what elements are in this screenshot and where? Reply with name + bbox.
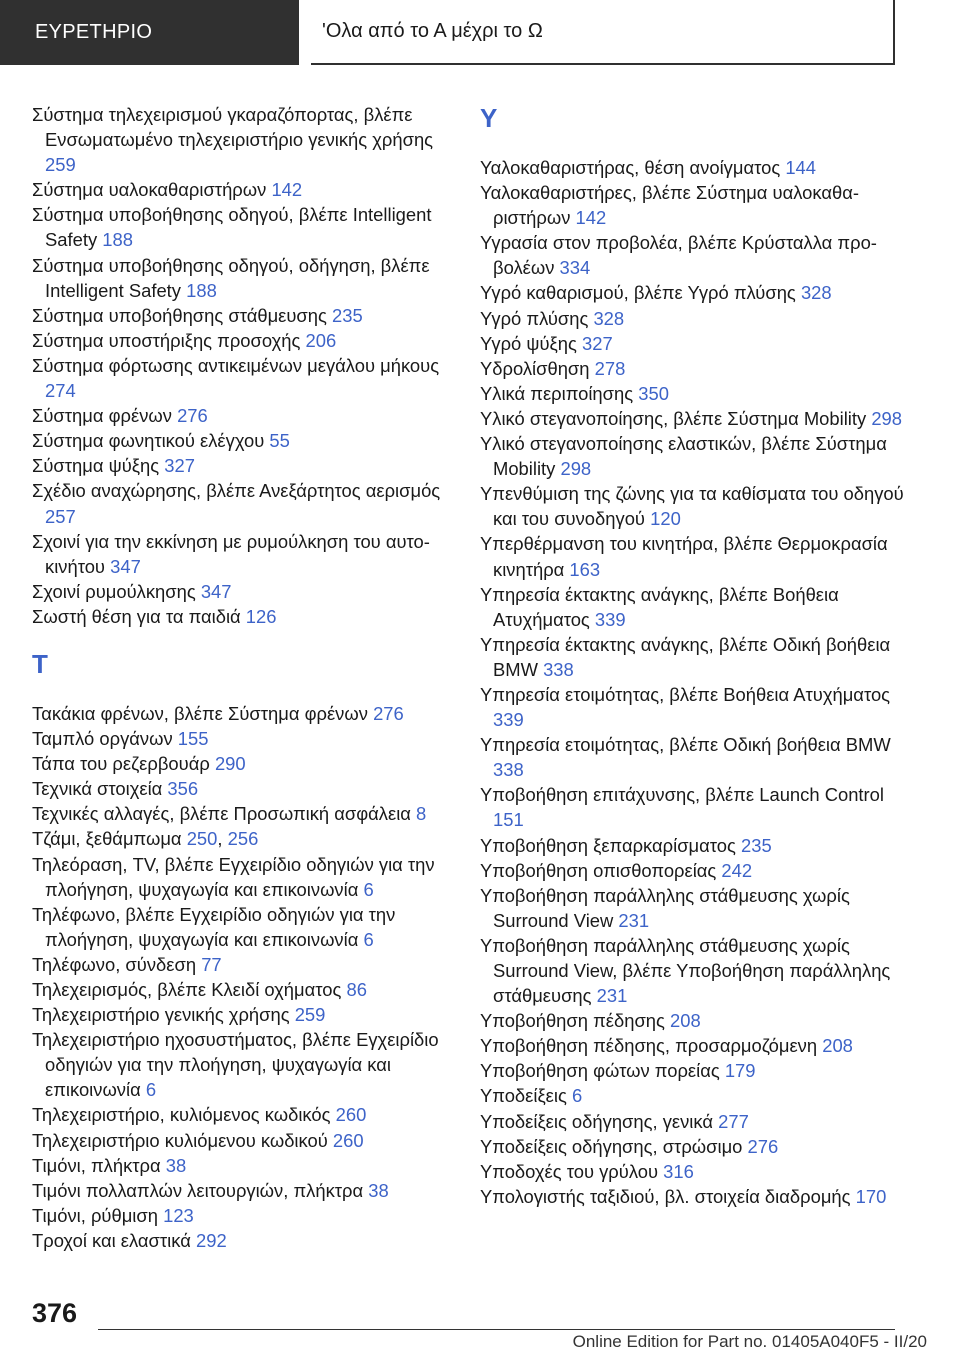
- index-entry-text: Υγρό καθαρισμού, βλέπε Υγρό πλύσης: [480, 282, 796, 304]
- page-reference-link[interactable]: 257: [45, 505, 76, 527]
- index-letter-heading: Τ: [32, 648, 48, 679]
- index-entry: [480, 280, 910, 305]
- index-entry: [32, 701, 462, 726]
- index-entry-text: Τηλεχειριστήριο ηχοσυστήματος, βλέπε Εγχειρίδιο οδηγιών για την πλοήγηση, ψυχαγωγία και επικοινωνία: [32, 1029, 439, 1101]
- index-entry: [32, 1027, 462, 1102]
- index-entry-text: Τηλεχειριστήριο, κυλιόμενος κωδικός: [32, 1104, 331, 1126]
- index-entry-text: Τηλέφωνο, βλέπε Εγχειρίδιο οδηγιών για την πλοήγηση, ψυχαγωγία και επικοινωνία: [32, 903, 396, 950]
- index-entry: [480, 381, 910, 406]
- index-entry: [480, 180, 910, 230]
- index-entry: [32, 102, 462, 177]
- index-entry-text: Τζάμι, ξεθάμπωμα: [32, 828, 182, 850]
- page-reference-link[interactable]: 328: [593, 307, 625, 329]
- index-entry: [32, 1153, 462, 1178]
- page-number: 376: [32, 1298, 78, 1328]
- index-entry-text: Υδρολίσθηση: [480, 357, 590, 379]
- page-reference-link[interactable]: 163: [569, 558, 601, 580]
- index-entry-text: Τιμόνι, ρύθμιση: [32, 1204, 158, 1226]
- page-reference-link[interactable]: 276: [177, 405, 208, 427]
- index-entry: [480, 230, 910, 280]
- letter-spacer: [32, 680, 462, 701]
- page-reference-link[interactable]: 188: [102, 229, 133, 251]
- index-entry-text: Υποβοήθηση πέδησης: [480, 1010, 665, 1032]
- page-reference-link[interactable]: 292: [196, 1229, 227, 1251]
- page-reference-link[interactable]: 290: [214, 753, 246, 775]
- letter-spacer: [480, 134, 910, 155]
- index-entry-text: Υλικό στεγανοποίησης, βλέπε Σύστημα Mobility: [480, 407, 867, 429]
- index-entry: [32, 952, 462, 977]
- page-reference-link[interactable]: 55: [269, 430, 290, 452]
- index-entry: [480, 782, 910, 832]
- page-reference-link[interactable]: 235: [332, 304, 363, 326]
- page-reference-link[interactable]: 242: [721, 859, 753, 881]
- page-reference-link[interactable]: 327: [164, 455, 195, 477]
- index-entry: [480, 682, 910, 732]
- page-reference-link[interactable]: 338: [493, 759, 524, 781]
- page-reference-link[interactable]: 260: [332, 1129, 364, 1151]
- page-reference-link[interactable]: 338: [543, 658, 574, 680]
- index-entry-text: Υγρό ψύξης: [480, 332, 577, 354]
- index-entry-text: Υπηρεσία έκτακτης ανάγκης, βλέπε Οδική βοήθεια BMW: [480, 633, 891, 680]
- index-entry: [32, 529, 462, 579]
- index-entry-text: Σύστημα υποστήριξης προσοχής: [32, 329, 301, 351]
- page-reference-link[interactable]: 278: [594, 357, 626, 379]
- page-reference-link[interactable]: 208: [670, 1010, 701, 1032]
- page-reference-link[interactable]: 235: [741, 834, 772, 856]
- page-reference-link[interactable]: 188: [186, 279, 217, 301]
- page-reference-link[interactable]: 142: [271, 179, 303, 201]
- index-entry: [32, 478, 462, 528]
- page-reference-link[interactable]: 206: [305, 329, 337, 351]
- page-reference-link[interactable]: 155: [177, 728, 209, 750]
- page-reference-link[interactable]: 231: [618, 909, 650, 931]
- index-entry-text: Υγρασία στον προβολέα, βλέπε Κρύσταλλα προβολέων: [480, 232, 877, 279]
- index-entry: [480, 933, 910, 1008]
- index-entry: [480, 1184, 910, 1209]
- index-entry: [32, 428, 462, 453]
- index-entry: [32, 1203, 462, 1228]
- page-reference-link[interactable]: 77: [201, 953, 222, 975]
- page-reference-link[interactable]: 339: [493, 709, 524, 731]
- page-reference-link[interactable]: 208: [822, 1035, 853, 1057]
- index-entry: [480, 306, 910, 331]
- page-reference-link[interactable]: 6: [363, 878, 374, 900]
- index-entry-text: Υαλοκαθαριστήρες, βλέπε Σύστημα υαλοκαθαριστήρων: [480, 182, 859, 229]
- page-reference-link[interactable]: 38: [165, 1154, 187, 1176]
- index-entry: [32, 1128, 462, 1153]
- index-entry: [480, 1109, 910, 1134]
- page-reference-link[interactable]: 38: [368, 1179, 389, 1201]
- index-entry: [32, 1228, 462, 1253]
- index-entry-text: Τηλέφωνο, σύνδεση: [32, 953, 197, 975]
- index-entry-text: Υπολογιστής ταξιδιού, βλ. στοιχεία διαδρομής: [480, 1185, 851, 1207]
- index-entry: [480, 331, 910, 356]
- index-entry-text: Τάπα του ρεζερβουάρ: [32, 753, 210, 775]
- page-reference-link[interactable]: 142: [575, 207, 607, 229]
- index-entry-text: Υπηρεσία έκτακτης ανάγκης, βλέπε Βοήθεια Ατυχήματος: [480, 583, 839, 630]
- page-reference-link[interactable]: 334: [559, 257, 591, 279]
- index-entry-text: Τεχνικά στοιχεία: [32, 778, 163, 800]
- page-reference-link[interactable]: 144: [785, 157, 816, 178]
- index-entry-text: Υπενθύμιση της ζώνης για τα καθίσματα του οδηγού και του συνοδηγού: [480, 483, 904, 530]
- index-entry: [32, 902, 462, 952]
- index-letter-heading: Υ: [480, 103, 498, 133]
- page-reference-link[interactable]: 347: [110, 555, 141, 577]
- index-entry-text: Σύστημα υποβοήθησης στάθμευσης: [32, 304, 327, 326]
- index-entry: [32, 303, 462, 328]
- index-entry: [480, 582, 910, 632]
- index-entry-text: Υγρό πλύσης: [480, 307, 589, 329]
- index-entry: [480, 406, 910, 431]
- index-entry-text: Υποβοήθηση επιτάχυνσης, βλέπε Launch Control: [480, 784, 884, 806]
- page-reference-link[interactable]: 123: [163, 1204, 194, 1226]
- page-reference-link[interactable]: 250: [186, 828, 218, 850]
- index-entry: [32, 353, 462, 403]
- index-entry-text: Τηλεχειριστήριο γενικής χρήσης: [32, 1004, 290, 1026]
- index-entry: [32, 202, 462, 252]
- page-reference-link[interactable]: 6: [145, 1079, 157, 1101]
- index-entry-text: Σύστημα υποβοήθησης οδηγού, βλέπε Intelligent Safety: [32, 204, 432, 251]
- page-reference-link[interactable]: 256: [227, 828, 259, 850]
- index-entry: [480, 1083, 910, 1108]
- index-entry: [480, 481, 910, 531]
- page-reference-link[interactable]: 274: [45, 380, 76, 402]
- page-reference-link[interactable]: 356: [167, 778, 199, 800]
- index-entry-text: Τεχνικές αλλαγές, βλέπε Προσωπική ασφάλεια: [32, 803, 411, 825]
- index-entry: [480, 531, 910, 581]
- index-entry-text: Τροχοί και ελαστικά: [32, 1229, 191, 1251]
- page-reference-link[interactable]: 327: [582, 332, 613, 354]
- index-entry-text: Σχοινί ρυμούλκησης: [32, 580, 196, 602]
- index-entry-text: Υλικό στεγανοποίησης ελαστικών, βλέπε Σύστημα Mobility: [480, 433, 887, 480]
- index-entry: [32, 977, 462, 1002]
- index-entry-text: Τιμόνι πολλαπλών λειτουργιών, πλήκτρα: [32, 1179, 364, 1201]
- index-column-right: [480, 102, 910, 1209]
- section-tab: [0, 0, 299, 65]
- page-reference-link[interactable]: 328: [800, 282, 832, 304]
- page-reference-link[interactable]: 347: [200, 580, 232, 602]
- index-entry-text: Υποδοχές του γρύλου: [480, 1160, 659, 1182]
- index-entry: [480, 431, 910, 481]
- index-entry-text: Σύστημα ψύξης: [32, 455, 160, 477]
- page-reference-link[interactable]: 170: [855, 1185, 887, 1207]
- page-reference-link[interactable]: 151: [493, 809, 524, 831]
- index-entry-text: Υλικά περιποίησης: [480, 382, 634, 404]
- page-reference-link[interactable]: 6: [363, 928, 374, 950]
- section-title: ΕΥΡΕΤΗΡΙΟ: [35, 21, 153, 43]
- page-reference-link[interactable]: 276: [747, 1135, 779, 1157]
- page-reference-link[interactable]: 260: [335, 1104, 367, 1126]
- index-entry: [32, 177, 462, 202]
- index-entry-text: Υπηρεσία ετοιμότητας, βλέπε Οδική βοήθεια BMW: [480, 734, 891, 756]
- page-reference-link[interactable]: 86: [346, 979, 367, 1000]
- index-entry: [32, 403, 462, 428]
- index-entry-text: Τηλεχειρισμός, βλέπε Κλειδί οχήματος: [32, 979, 342, 1000]
- page-reference-link[interactable]: 277: [718, 1110, 749, 1132]
- footer-edition: Online Edition for Part no. 01405A040F5 - II/20: [572, 1332, 927, 1351]
- page-reference-link[interactable]: 120: [650, 508, 681, 530]
- index-entry: [480, 1134, 910, 1159]
- index-entry: [32, 1002, 462, 1027]
- header-subtitle-box: [311, 0, 895, 65]
- page-reference-link[interactable]: 8: [416, 803, 427, 825]
- index-entry: [480, 155, 910, 180]
- index-entry-text: Υπηρεσία ετοιμότητας, βλέπε Βοήθεια Ατυχήματος: [480, 683, 891, 705]
- index-entry: [32, 1102, 462, 1127]
- index-entry-text: Σύστημα φόρτωσης αντικειμένων μεγάλου μήκους: [32, 354, 440, 376]
- index-entry-text: Υποδείξεις οδήγησης, γενικά: [480, 1110, 713, 1132]
- index-entry: [32, 1178, 462, 1203]
- index-entry-text: Τηλεόραση, TV, βλέπε Εγχειρίδιο οδηγιών για την πλοήγηση, ψυχαγωγία και επικοινωνία: [32, 853, 435, 900]
- index-entry: [480, 1058, 910, 1083]
- index-entry: [32, 776, 462, 801]
- page-reference-link[interactable]: 350: [638, 382, 669, 404]
- index-entry-text: Σχοινί για την εκκίνηση με ρυμούλκηση του αυτοκινήτου: [32, 530, 430, 577]
- index-entry-text: Υποδείξεις οδήγησης, στρώσιμο: [480, 1135, 743, 1157]
- page-reference-link[interactable]: 179: [724, 1060, 756, 1082]
- index-entry-text: Ταμπλό οργάνων: [32, 728, 173, 750]
- index-entry-text: Υπερθέρμανση του κινητήρα, βλέπε Θερμοκρασία κινητήρα: [480, 533, 888, 580]
- page-reference-link[interactable]: 298: [871, 407, 903, 429]
- index-entry: [480, 858, 910, 883]
- index-entry-text: Υποβοήθηση παράλληλης στάθμευσης χωρίς Surround View: [480, 884, 850, 931]
- index-entry-text: Τακάκια φρένων, βλέπε Σύστημα φρένων: [32, 702, 368, 724]
- index-entry-text: Σύστημα φωνητικού ελέγχου: [32, 430, 265, 452]
- index-entry-text: Υποβοήθηση φώτων πορείας: [480, 1060, 720, 1082]
- index-entry: [480, 1159, 910, 1184]
- page-reference-link[interactable]: 339: [594, 608, 626, 630]
- index-entry: [480, 632, 910, 682]
- index-entry-text: Υποβοήθηση ξεπαρκαρίσματος: [480, 834, 736, 856]
- footer-divider: [98, 1329, 895, 1330]
- page-reference-link[interactable]: 276: [373, 702, 404, 724]
- page-reference-link[interactable]: 316: [663, 1160, 694, 1182]
- index-entry: [480, 356, 910, 381]
- index-entry-text: Υποδείξεις: [480, 1085, 567, 1107]
- index-entry-text: Υποβοήθηση πέδησης, προσαρμοζόμενη: [480, 1035, 818, 1057]
- index-entry: [32, 453, 462, 478]
- index-entry-text: Σωστή θέση για τα παιδιά: [32, 605, 241, 627]
- index-entry: [32, 726, 462, 751]
- page-reference-link[interactable]: 259: [45, 154, 76, 176]
- index-entry: [480, 833, 910, 858]
- index-entry: [32, 579, 462, 604]
- page-reference-link[interactable]: 259: [294, 1004, 326, 1026]
- index-entry-text: Σύστημα φρένων: [32, 405, 172, 427]
- index-entry-text: Σύστημα υαλοκαθαριστήρων: [32, 179, 267, 201]
- index-entry: [32, 852, 462, 902]
- page-reference-link[interactable]: 298: [560, 458, 592, 480]
- index-entry: [480, 883, 910, 933]
- index-entry-text: Τηλεχειριστήριο κυλιόμενου κωδικού: [32, 1129, 328, 1151]
- index-entry: [32, 751, 462, 776]
- index-entry: [480, 1008, 910, 1033]
- index-entry-text: Σύστημα υποβοήθησης οδηγού, οδήγηση, βλέπε Intelligent Safety: [32, 254, 430, 301]
- index-entry: Τζάμι, ξεθάμπωμα 250, 256: [32, 828, 259, 850]
- index-entry-text: Υποβοήθηση παράλληλης στάθμευσης χωρίς Surround View, βλέπε Υποβοήθηση παράλληλης στάθμευσης: [480, 934, 891, 1007]
- page-reference-link[interactable]: 126: [245, 605, 277, 627]
- index-column-left: [32, 102, 462, 1253]
- index-entry: [32, 253, 462, 303]
- index-entry-text: Υποβοήθηση οπισθοπορείας: [480, 859, 717, 881]
- letter-spacer: [32, 629, 462, 648]
- index-entry-text: Τιμόνι, πλήκτρα: [32, 1154, 161, 1176]
- index-entry-text: Σχέδιο αναχώρησης, βλέπε Ανεξάρτητος αερισμός: [32, 480, 441, 502]
- index-entry-text: Σύστημα τηλεχειρισμού γκαραζόπορτας, βλέπε Ενσωματωμένο τηλεχειριστήριο γενικής χρήσης: [32, 104, 434, 151]
- header-subtitle: 'Ολα από το Α μέχρι το Ω: [322, 20, 543, 42]
- index-entry: [32, 801, 462, 826]
- index-entry: [480, 1033, 910, 1058]
- index-entry: [32, 328, 462, 353]
- page-reference-link[interactable]: 231: [596, 985, 628, 1007]
- index-entry-text: Υαλοκαθαριστήρας, θέση ανοίγματος: [480, 157, 781, 178]
- index-entry: [32, 604, 462, 629]
- index-entry: [480, 732, 910, 782]
- page-reference-link[interactable]: 6: [571, 1085, 583, 1107]
